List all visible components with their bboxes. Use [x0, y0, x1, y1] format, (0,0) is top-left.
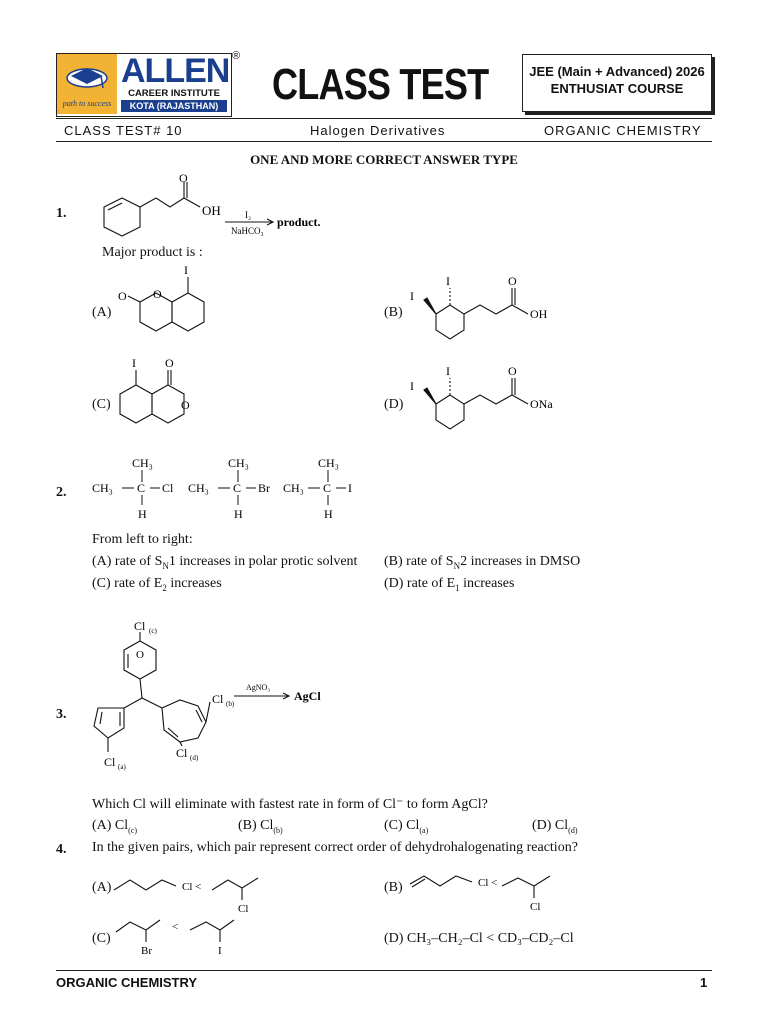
q3-opt-b-pre: (B) Cl	[238, 818, 274, 833]
q4-option-d[interactable]: (D) CH₃–CH₂–Cl < CD₃–CD₂–Cl	[384, 931, 574, 946]
q1-stem: Major product is :	[102, 245, 203, 260]
q4a-cl: Cl	[238, 903, 249, 915]
q4b-cl: Cl	[530, 901, 541, 913]
q3-label-b: (b)	[226, 700, 235, 708]
q4c-br: Br	[141, 945, 152, 957]
q4-option-c[interactable]: (C)	[92, 931, 111, 946]
q1d-i-top: I	[446, 364, 450, 378]
q1a-o-carbonyl: O	[118, 289, 127, 303]
topic: Halogen Derivatives	[310, 123, 446, 138]
logo-name: ALLEN	[121, 52, 230, 90]
logo-city: KOTA (RAJASTHAN)	[121, 100, 227, 112]
footer-rule	[56, 970, 712, 971]
q4b-cl-lt: Cl <	[478, 877, 498, 889]
q2-opt-a-rest: 1 increases in polar protic solvent	[168, 554, 358, 569]
q4-option-b[interactable]: (B)	[384, 880, 403, 895]
q4c-i: I	[218, 945, 222, 957]
q2-opt-c-sub: 2	[162, 582, 167, 593]
q2-sub-2: Br	[258, 481, 270, 495]
q1-reagent-top: I₂	[245, 210, 252, 220]
q3-opt-c-pre: (C) Cl	[384, 818, 420, 833]
q2-opt-b-rest: 2 increases in DMSO	[460, 554, 581, 569]
logo-tagline: path to success	[62, 99, 112, 108]
q4-option-a[interactable]: (A)	[92, 880, 112, 895]
q1-oh-label: OH	[202, 203, 221, 218]
q3-stem: Which Cl will eliminate with fastest rate in form of Cl⁻ to form AgCl?	[92, 797, 488, 812]
q3-label-a: (a)	[118, 763, 126, 771]
q2-ch3-left-2: CH₃	[188, 481, 209, 495]
q3-opt-c-sub: (a)	[419, 825, 429, 835]
q2-c-2: C	[233, 481, 242, 495]
q1-option-d[interactable]: (D)	[384, 397, 404, 412]
q1a-o-ring: O	[153, 287, 162, 301]
q2-opt-c-rest: increases	[166, 576, 222, 591]
q4-stem: In the given pairs, which pair represent correct order of dehydrohalogenating reaction?	[92, 840, 578, 855]
q3-ring-o: O	[136, 649, 144, 661]
q2-ch3-left-1: CH₃	[92, 481, 113, 495]
q2-opt-d-pre: (D) rate of E	[384, 576, 456, 591]
q2-opt-d-sub: 1	[455, 582, 460, 593]
q1c-o-carbonyl: O	[165, 356, 174, 370]
q1b-oh-label: OH	[530, 307, 548, 321]
page-number: 1	[700, 975, 708, 990]
q1-reagent-bottom: NaHCO₃	[231, 226, 264, 236]
footer-subject: ORGANIC CHEMISTRY	[56, 975, 198, 990]
q1-product-label: product.	[277, 215, 321, 229]
q2-opt-c-pre: (C) rate of E	[92, 576, 163, 591]
q2-c-3: C	[323, 481, 332, 495]
q2-sub-3: I	[348, 481, 352, 495]
q1c-i-label: I	[132, 356, 136, 370]
q1-o-label: O	[179, 171, 188, 185]
q4-number: 4.	[56, 842, 67, 857]
q1d-i-left: I	[410, 379, 414, 393]
q3-cl-c: Cl	[134, 619, 146, 633]
q2-h-1: H	[138, 507, 147, 521]
q4a-cl-lt: Cl <	[182, 881, 202, 893]
q3-reagent: AgNO₃	[246, 683, 271, 692]
q2-c-1: C	[137, 481, 146, 495]
q1-number: 1.	[56, 206, 67, 221]
q1-option-b[interactable]: (B)	[384, 305, 403, 320]
logo-institute: CAREER INSTITUTE	[128, 88, 220, 99]
course-line1: JEE (Main + Advanced) 2026	[529, 64, 705, 79]
q3-opt-d-pre: (D) Cl	[532, 818, 569, 833]
q2-ch3-top-3: CH₃	[318, 456, 339, 470]
q2-ch3-top-1: CH₃	[132, 456, 153, 470]
q2-sub-1: Cl	[162, 481, 174, 495]
q1-option-a[interactable]: (A)	[92, 305, 112, 320]
q3-cl-b: Cl	[212, 692, 224, 706]
q2-ch3-top-2: CH₃	[228, 456, 249, 470]
registered-mark: ®	[232, 50, 241, 62]
q1a-i-label: I	[184, 263, 188, 277]
q1c-o-ring: O	[181, 398, 190, 412]
q1b-i-top: I	[446, 274, 450, 288]
q3-label-d: (d)	[190, 754, 199, 762]
q2-h-2: H	[234, 507, 243, 521]
q2-h-3: H	[324, 507, 333, 521]
q3-label-c: (c)	[149, 627, 157, 635]
q2-opt-a-pre: (A) rate of S	[92, 554, 163, 569]
q3-opt-a-pre: (A) Cl	[92, 818, 129, 833]
q3-cl-a: Cl	[104, 755, 116, 769]
subject: ORGANIC CHEMISTRY	[544, 123, 702, 138]
page-title: CLASS TEST	[272, 60, 489, 109]
q2-stem: From left to right:	[92, 532, 193, 547]
section-heading: ONE AND MORE CORRECT ANSWER TYPE	[250, 152, 518, 167]
q1b-i-left: I	[410, 289, 414, 303]
q1-option-c[interactable]: (C)	[92, 397, 111, 412]
q3-opt-a-sub: (c)	[128, 825, 138, 835]
q2-opt-a-sub: N	[162, 560, 169, 571]
q3-product: AgCl	[294, 689, 321, 703]
q2-opt-d-rest: increases	[459, 576, 515, 591]
q2-ch3-left-3: CH₃	[283, 481, 304, 495]
q3-cl-d: Cl	[176, 746, 188, 760]
q2-opt-b-pre: (B) rate of S	[384, 554, 454, 569]
q2-number: 2.	[56, 485, 67, 500]
course-line2: ENTHUSIAT COURSE	[550, 81, 684, 96]
q3-number: 3.	[56, 707, 67, 722]
q4c-lt: <	[172, 921, 179, 933]
q3-opt-d-sub: (d)	[568, 825, 578, 835]
q2-opt-b-sub: N	[453, 560, 461, 571]
q1d-ona-label: ONa	[530, 397, 553, 411]
q3-opt-b-sub: (b)	[273, 825, 283, 835]
q1d-o-label: O	[508, 364, 517, 378]
test-number: CLASS TEST# 10	[64, 123, 183, 138]
q1b-o-label: O	[508, 274, 517, 288]
